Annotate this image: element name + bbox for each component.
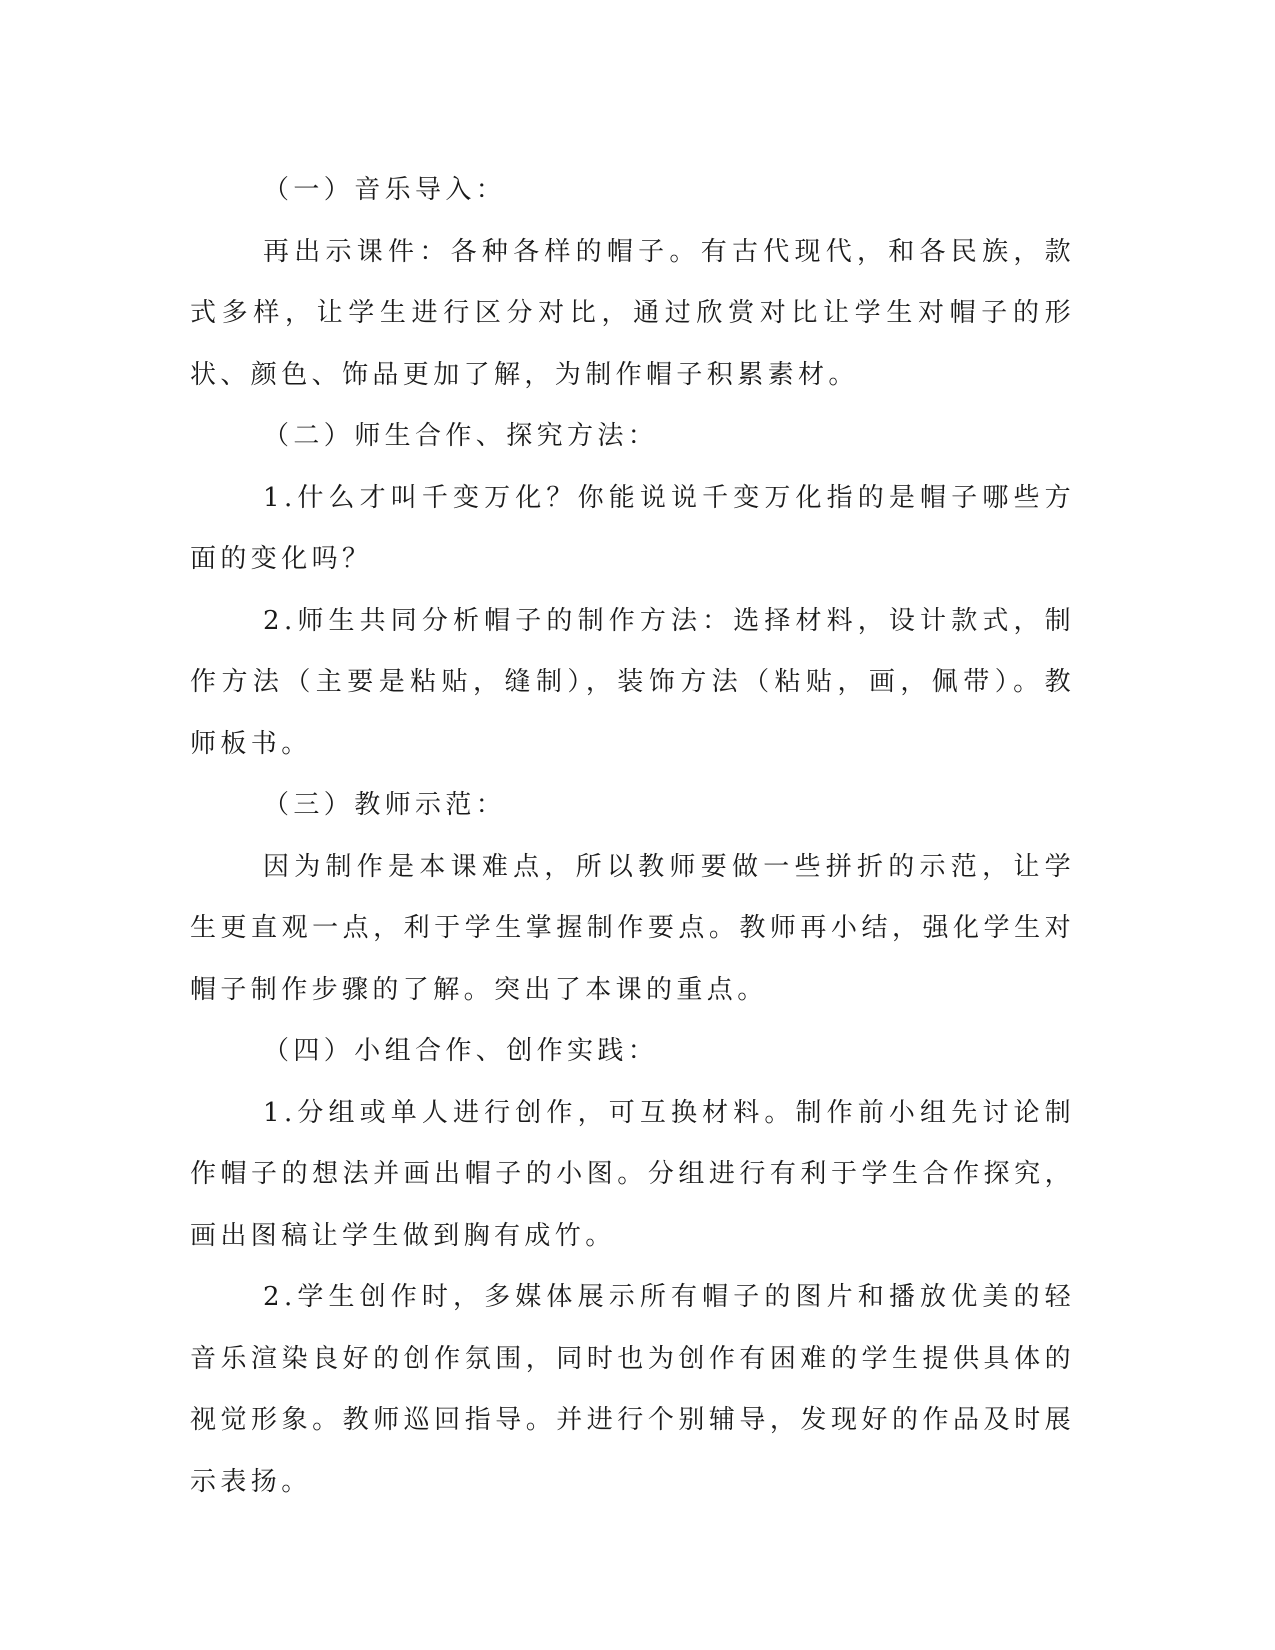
document-body (190, 160, 1075, 1513)
section-heading-music-intro: （一）音乐导入： (263, 175, 507, 205)
section-heading-demonstration: （三）教师示范： (263, 790, 507, 820)
list-item: 2.师生共同分析帽子的制作方法：选择材料，设计款式，制作方法（主要是粘贴，缝制），装饰方法（粘贴，画，佩带）。教师板书。 (190, 605, 1075, 759)
list-item: 1.分组或单人进行创作，可互换材料。制作前小组先讨论制作帽子的想法并画出帽子的小图。分组进行有利于学生合作探究，画出图稿让学生做到胸有成竹。 (190, 1097, 1075, 1251)
section-heading-group-practice: （四）小组合作、创作实践： (263, 1036, 659, 1066)
section-heading-cooperation: （二）师生合作、探究方法： (263, 421, 659, 451)
paragraph: 再出示课件：各种各样的帽子。有古代现代，和各民族，款式多样，让学生进行区分对比，通过欣赏对比让学生对帽子的形状、颜色、饰品更加了解，为制作帽子积累素材。 (190, 236, 1075, 390)
list-item: 1.什么才叫千变万化？你能说说千变万化指的是帽子哪些方面的变化吗？ (190, 482, 1075, 574)
list-item: 2.学生创作时，多媒体展示所有帽子的图片和播放优美的轻音乐渲染良好的创作氛围，同时也为创作有困难的学生提供具体的视觉形象。教师巡回指导。并进行个别辅导，发现好的作品及时展示表扬。 (190, 1282, 1075, 1497)
paragraph: 因为制作是本课难点，所以教师要做一些拼折的示范，让学生更直观一点，利于学生掌握制作要点。教师再小结，强化学生对帽子制作步骤的了解。突出了本课的重点。 (190, 851, 1075, 1005)
